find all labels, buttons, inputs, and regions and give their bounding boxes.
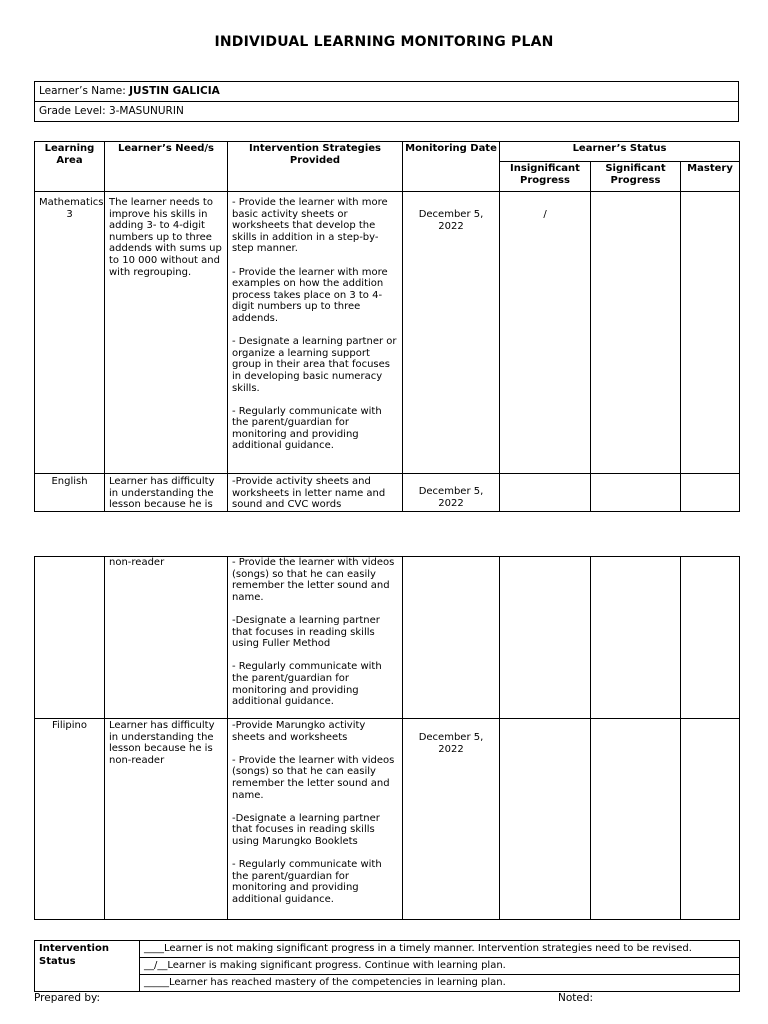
mastery-cell <box>681 474 740 512</box>
insignificant-progress-cell <box>500 719 591 920</box>
monitoring-table-continued <box>34 556 740 920</box>
intervention-option-mastery: _____Learner has reached mastery of the competencies in learning plan. <box>140 975 740 992</box>
learner-name-value: JUSTIN GALICIA <box>129 85 220 97</box>
header-learner-status: Learner’s Status <box>500 142 740 162</box>
needs-cell: Learner has difficulty in understanding the lesson because he is <box>105 474 228 512</box>
strategy-item: -Designate a learning partner that focuses in reading skills using Marungko Booklets <box>232 812 380 847</box>
intervention-option-continue: __/__Learner is making significant progress. Continue with learning plan. <box>140 958 740 975</box>
intervention-row <box>35 975 740 992</box>
page-title: INDIVIDUAL LEARNING MONITORING PLAN <box>214 34 554 50</box>
strategy-item: -Provide Marungko activity sheets and worksheets <box>232 720 366 743</box>
prepared-by-label: Prepared by: <box>34 992 100 1004</box>
strategies-cell <box>228 719 403 920</box>
strategy-item: -Designate a learning partner that focuses in reading skills using Fuller Method <box>232 614 380 650</box>
learning-area-cell: English <box>35 474 105 512</box>
insignificant-progress-cell <box>500 474 591 512</box>
strategies-cell <box>228 474 403 512</box>
insignificant-progress-cell: / <box>500 192 591 474</box>
table-row <box>35 557 740 719</box>
needs-cell: The learner needs to improve his skills in adding 3- to 4-digit numbers up to three addends with sums up to 10 000 without and with regrouping. <box>105 192 228 474</box>
table-row <box>35 192 740 474</box>
header-monitoring-date: Monitoring Date <box>403 142 500 192</box>
header-needs: Learner’s Need/s <box>105 142 228 192</box>
noted-label: Noted: <box>558 992 594 1004</box>
mastery-cell <box>681 557 740 719</box>
intervention-row <box>35 941 740 958</box>
grade-level-cell <box>35 102 739 122</box>
significant-progress-cell <box>591 474 681 512</box>
learning-area-cell <box>35 557 105 719</box>
strategy-item: - Provide the learner with videos (songs) so that he can easily remember the letter sound and name. <box>232 557 395 603</box>
strategy-item: - Designate a learning partner or organize a learning support group in their area that focuses in developing basic numeracy skills. <box>232 336 397 394</box>
learner-name-row <box>35 82 739 102</box>
strategy-item: - Regularly communicate with the parent/guardian for monitoring and providing additional guidance. <box>232 405 382 452</box>
significant-progress-cell <box>591 557 681 719</box>
monitoring-date-cell: December 5, 2022 <box>403 192 500 474</box>
insignificant-progress-cell <box>500 557 591 719</box>
needs-cell: Learner has difficulty in understanding the lesson because he is non-reader <box>105 719 228 920</box>
mastery-cell <box>681 192 740 474</box>
mastery-cell <box>681 719 740 920</box>
learning-area-cell: Mathematics 3 <box>35 192 105 474</box>
strategies-cell <box>228 192 403 474</box>
intervention-option-revise: ____Learner is not making significant progress in a timely manner. Intervention strategies need to be revised. <box>140 941 740 958</box>
table-row <box>35 719 740 920</box>
intervention-status-label: Intervention Status <box>35 941 140 992</box>
grade-level-label: Grade Level: <box>39 105 106 117</box>
intervention-row <box>35 958 740 975</box>
learning-area-cell: Filipino <box>35 719 105 920</box>
strategy-item: - Provide the learner with more examples on how the addition process takes place on 3 to 4-digit numbers up to three addends. <box>232 266 388 324</box>
learner-name-label: Learner’s Name: <box>39 85 126 97</box>
learner-name-cell <box>35 82 739 102</box>
header-row-1 <box>35 142 740 162</box>
monitoring-date-cell <box>403 557 500 719</box>
header-mastery: Mastery <box>681 162 740 192</box>
intervention-status-table <box>34 940 740 992</box>
header-significant: Significant Progress <box>591 162 681 192</box>
monitoring-date-cell: December 5, 2022 <box>403 474 500 512</box>
grade-level-value: 3-MASUNURIN <box>108 105 184 117</box>
strategy-item: - Regularly communicate with the parent/guardian for monitoring and providing additional guidance. <box>232 859 382 905</box>
grade-level-row <box>35 102 739 122</box>
needs-cell: non-reader <box>105 557 228 719</box>
header-insignificant: Insignificant Progress <box>500 162 591 192</box>
learner-info-table <box>34 81 739 122</box>
monitoring-table <box>34 141 740 512</box>
strategies-cell <box>228 557 403 719</box>
strategy-item: -Provide activity sheets and worksheets in letter name and sound and CVC words <box>232 476 386 511</box>
strategy-item: - Provide the learner with more basic activity sheets or worksheets that develop the skills in addition in a step-by-step manner. <box>232 197 388 255</box>
table-row <box>35 474 740 512</box>
strategy-item: - Provide the learner with videos (songs) so that he can easily remember the letter sound and name. <box>232 754 395 801</box>
monitoring-date-cell: December 5, 2022 <box>403 719 500 920</box>
significant-progress-cell <box>591 719 681 920</box>
significant-progress-cell <box>591 192 681 474</box>
header-strategies: Intervention Strategies Provided <box>228 142 403 192</box>
strategy-item: - Regularly communicate with the parent/guardian for monitoring and providing additional guidance. <box>232 661 382 708</box>
header-learning-area: Learning Area <box>35 142 105 192</box>
